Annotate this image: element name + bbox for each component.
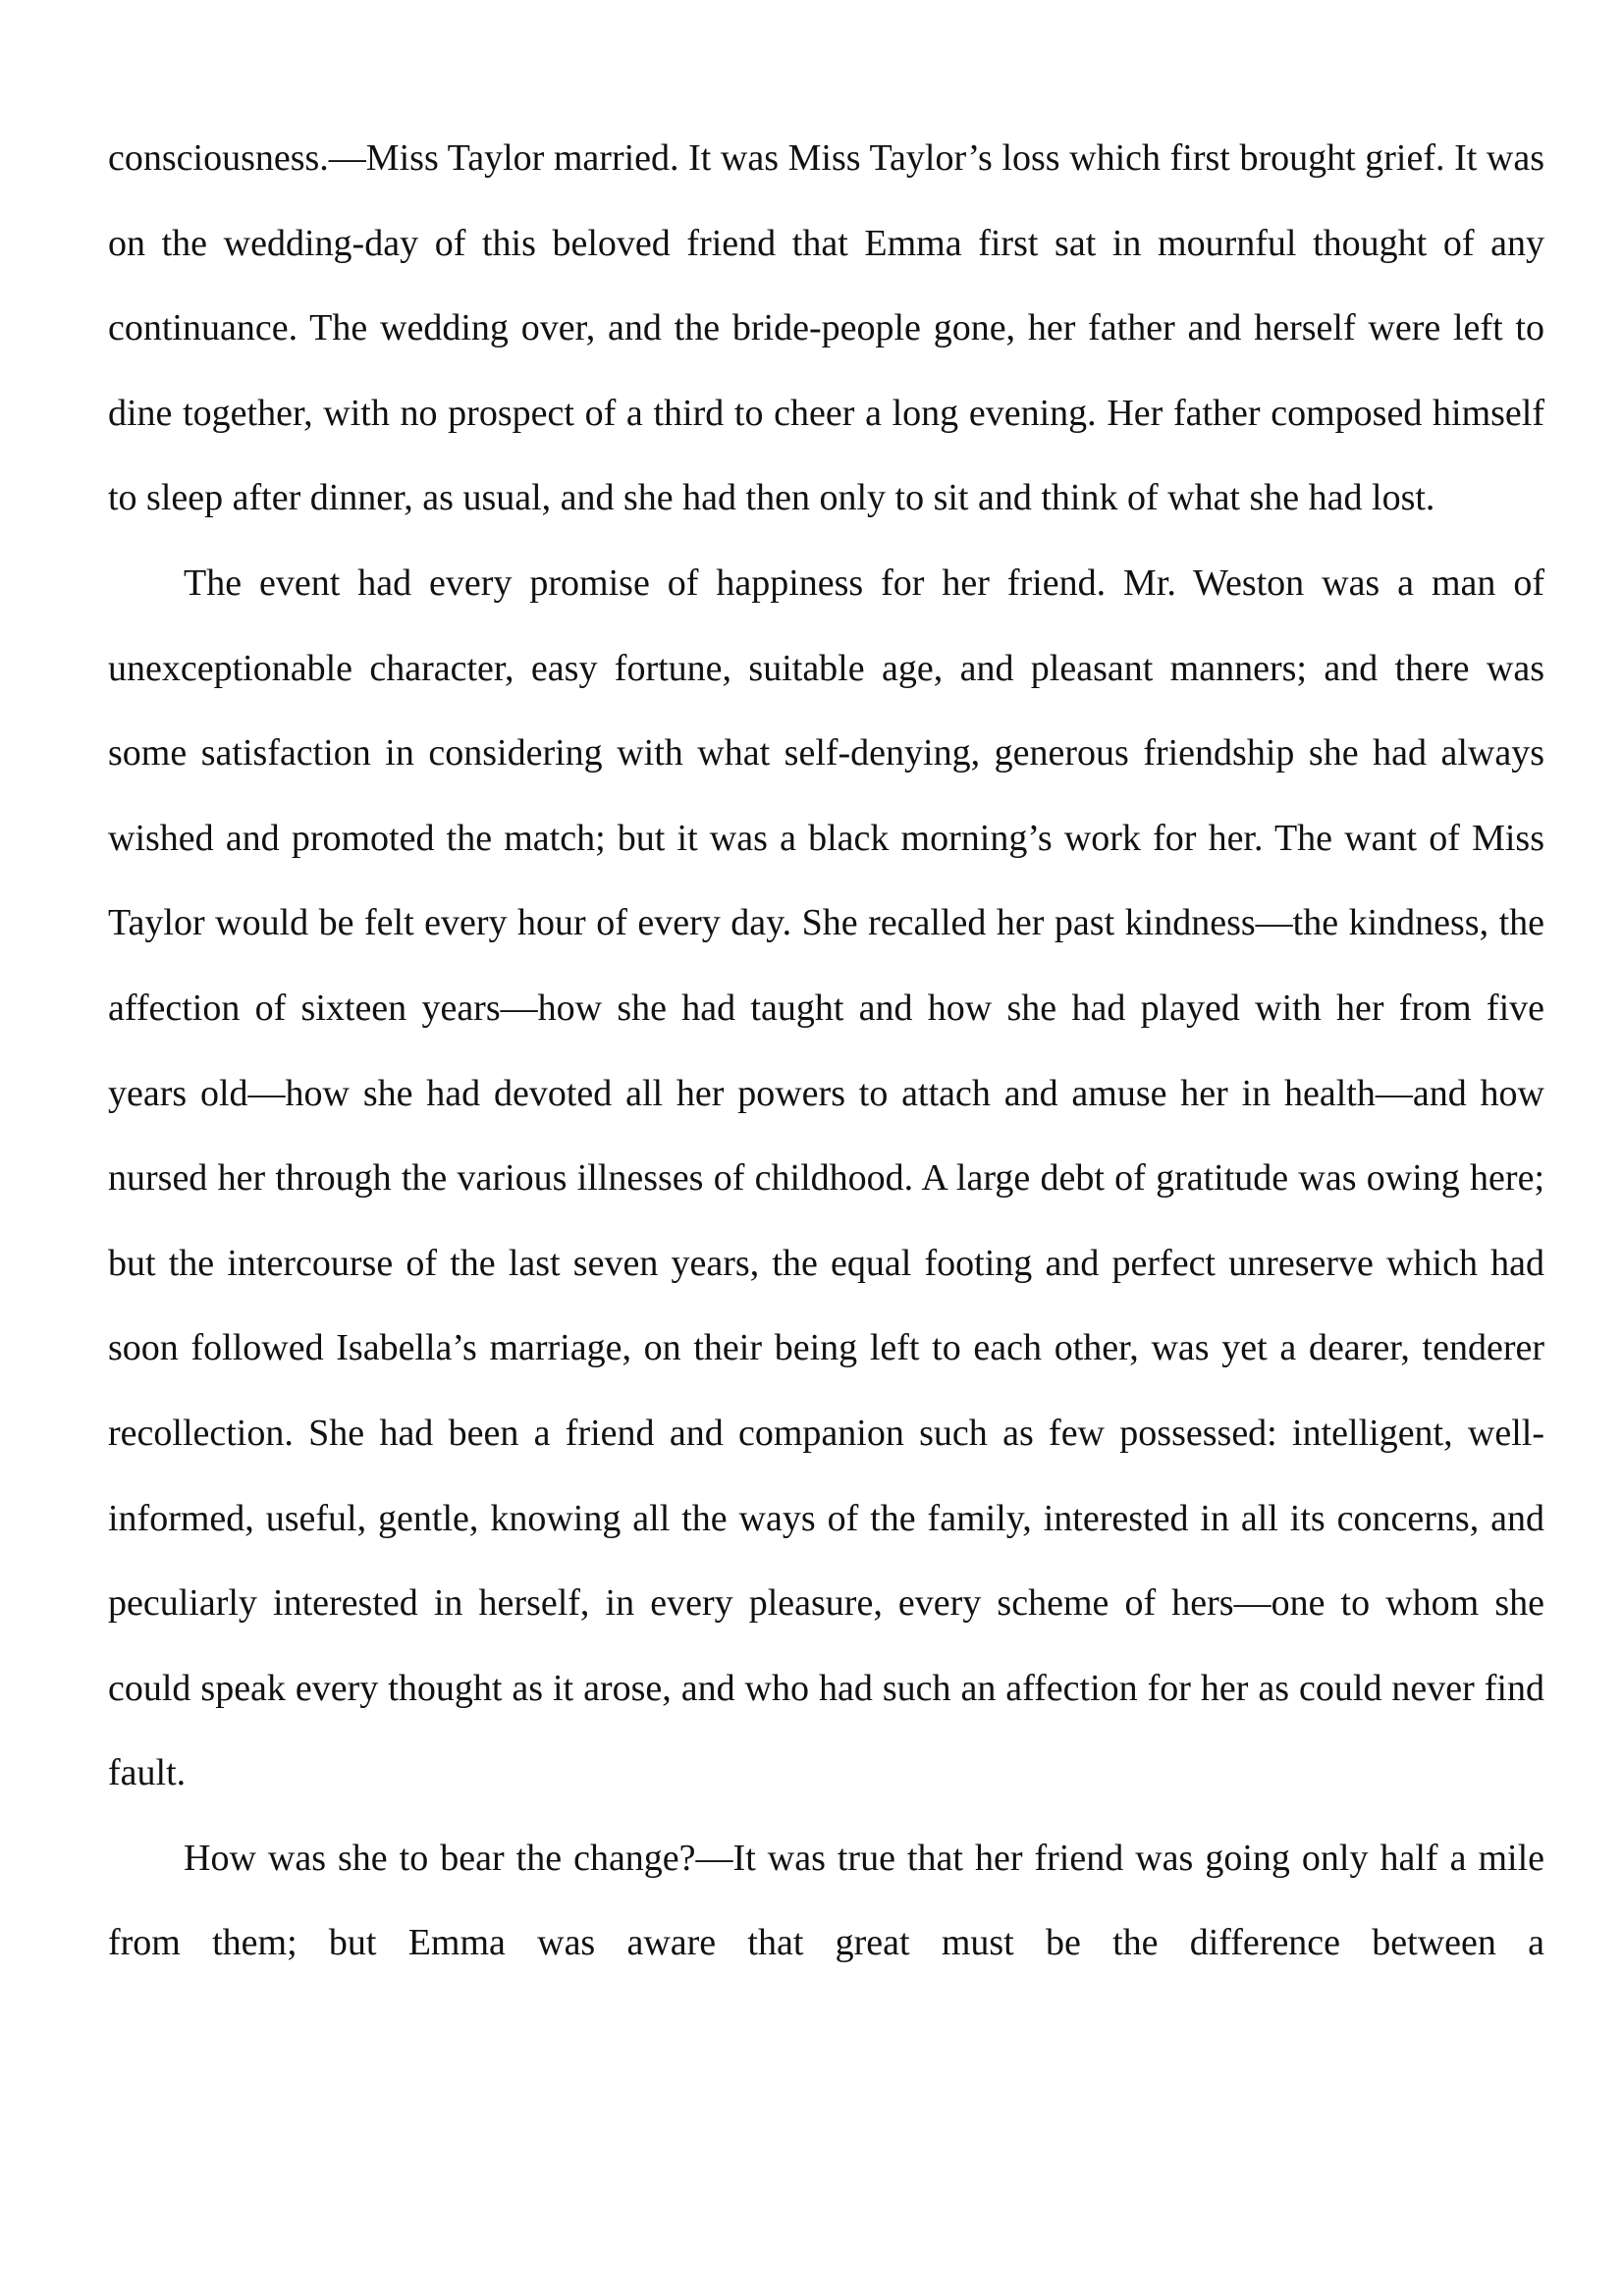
paragraph-3: How was she to bear the change?—It was true that her friend was going only half a mile from them; but Emma was aware that great must be the difference between a: [108, 1837, 1544, 1964]
document-page: [108, 116, 1544, 1986]
paragraph-1: consciousness.—Miss Taylor married. It was Miss Taylor’s loss which first brought grief. It was on the wedding-day of this beloved friend that Emma first sat in mournful thought of any continuance. The wedding over, and the bride-people gone, her father and herself were left to dine together, with no prospect of a third to cheer a long evening. Her father composed himself to sleep after dinner, as usual, and she had then only to sit and think of what she had lost.: [108, 137, 1544, 519]
paragraph-2: The event had every promise of happiness for her friend. Mr. Weston was a man of unexceptionable character, easy fortune, suitable age, and pleasant manners; and there was some satisfaction in considering with what self-denying, generous friendship she had always wished and promoted the match; but it was a black morning’s work for her. The want of Miss Taylor would be felt every hour of every day. She recalled her past kindness—the kindness, the affection of sixteen years—how she had taught and how she had played with her from five years old—how she had devoted all her powers to attach and amuse her in health—and how nursed her through the various illnesses of childhood. A large debt of gratitude was owing here; but the intercourse of the last seven years, the equal footing and perfect unreserve which had soon followed Isabella’s marriage, on their being left to each other, was yet a dearer, tenderer recollection. She had been a friend and companion such as few possessed: intelligent, well-informed, useful, gentle, knowing all the ways of the family, interested in all its concerns, and peculiarly interested in herself, in every pleasure, every scheme of hers—one to whom she could speak every thought as it arose, and who had such an affection for her as could never find fault.: [108, 561, 1544, 1794]
